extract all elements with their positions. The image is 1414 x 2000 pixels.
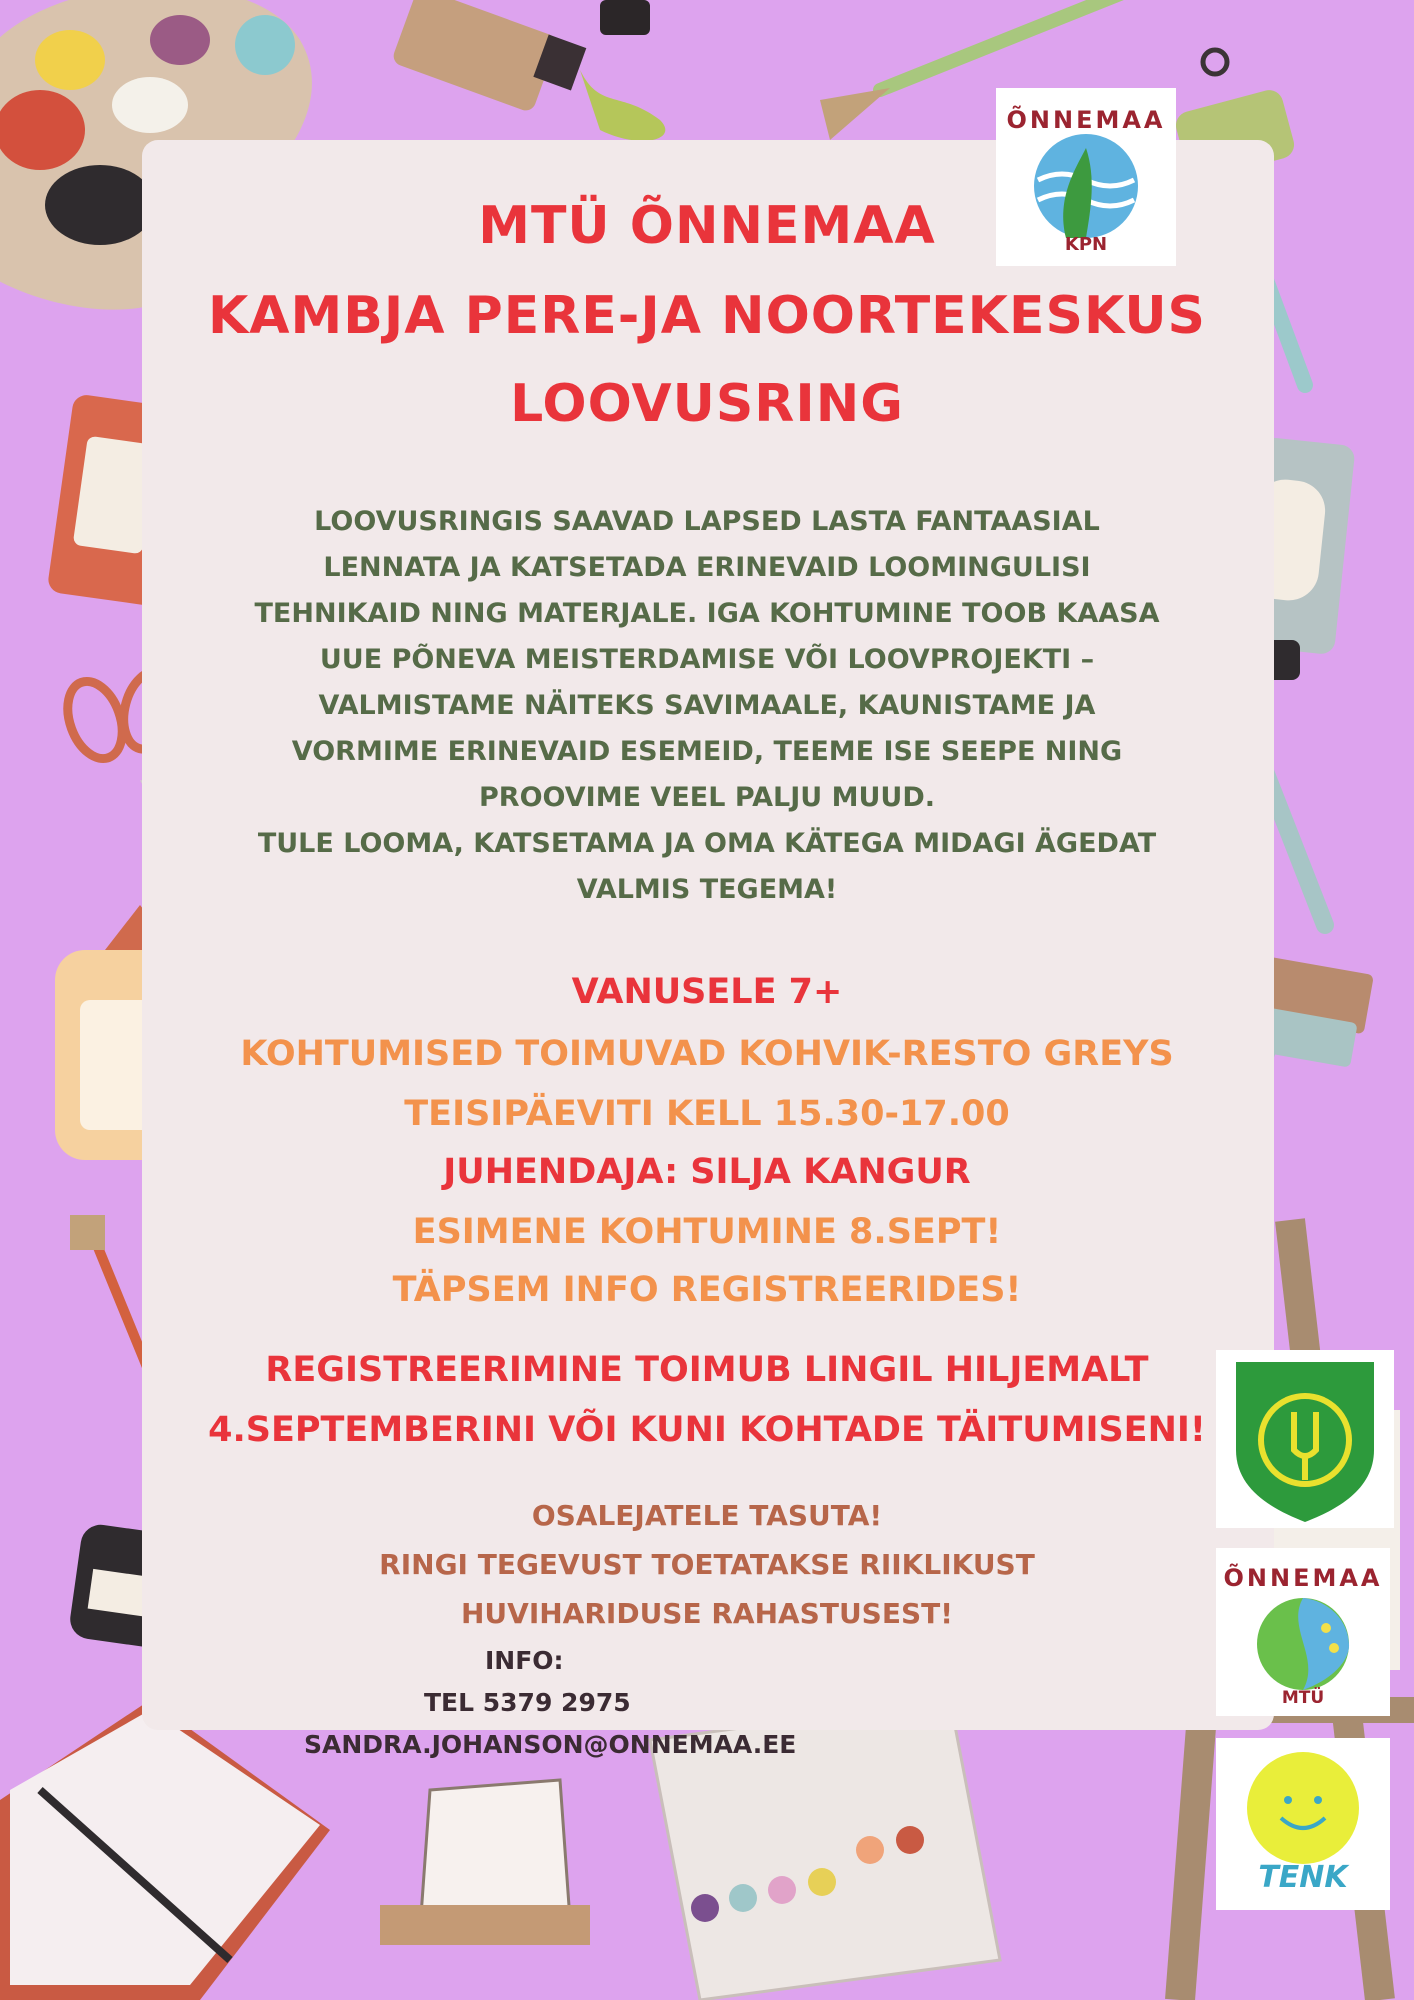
center-title: KAMBJA PERE-JA NOORTEKESKUS	[207, 286, 1207, 346]
kpn-logo-sub: KPN	[1064, 234, 1108, 255]
description-line: PROOVIME VEEL PALJU MUUD.	[479, 782, 935, 813]
registration-info	[0, 1340, 1414, 1460]
onnemaa-kpn-logo	[996, 88, 1176, 266]
description-line: VORMIME ERINEVAID ESEMEID, TEEME ISE SEEPE NING	[291, 736, 1123, 767]
description-line: TULE LOOMA, KATSETAMA JA OMA KÄTEGA MIDAGI ÄGEDAT	[257, 828, 1157, 859]
program-title: LOOVUSRING	[510, 374, 904, 434]
onnemaa-mtu-logo	[1216, 1548, 1390, 1716]
description-line: LOOVUSRINGIS SAAVAD LAPSED LASTA FANTAASIAL	[314, 506, 1100, 537]
kpn-logo-name: ÕNNEMAA	[1006, 106, 1166, 134]
description-line: VALMIS TEGEMA!	[576, 874, 838, 905]
sketchbook-icon	[0, 1700, 330, 2000]
description	[0, 499, 1414, 913]
tenk-logo-text: TENK	[1258, 1860, 1348, 1895]
description-line: LENNATA JA KATSETADA ERINEVAID LOOMINGULISI	[323, 552, 1091, 583]
first-meeting-info: ESIMENE KOHTUMINE 8.SEPT!	[412, 1212, 1002, 1252]
mtu-logo-name: ÕNNEMAA	[1223, 1564, 1383, 1592]
contact-email[interactable]: SANDRA.JOHANSON@ONNEMAA.EE	[304, 1730, 797, 1759]
contact-label: INFO:	[485, 1646, 564, 1675]
age-info: VANUSELE 7+	[571, 972, 843, 1012]
description-line: TEHNIKAID NING MATERJALE. IGA KOHTUMINE TOOB KAASA	[254, 598, 1160, 629]
org-title: MTÜ ÕNNEMAA	[478, 196, 936, 256]
mtu-logo-sub: MTÜ	[1281, 1688, 1325, 1708]
contact-phone: TEL 5379 2975	[424, 1688, 631, 1717]
time-info: TEISIPÄEVITI KELL 15.30-17.00	[404, 1094, 1010, 1134]
more-info: TÄPSEM INFO REGISTREERIDES!	[392, 1270, 1022, 1310]
funding-info	[0, 1491, 1414, 1638]
description-line: VALMISTAME NÄITEKS SAVIMAALE, KAUNISTAME JA	[318, 690, 1096, 721]
funding-line: OSALEJATELE TASUTA!	[531, 1499, 883, 1532]
registration-line: REGISTREERIMINE TOIMUB LINGIL HILJEMALT	[265, 1350, 1149, 1390]
funding-line: RINGI TEGEVUST TOETATAKSE RIIKLIKUST	[379, 1548, 1035, 1581]
tenk-logo	[1216, 1738, 1390, 1910]
coat-of-arms-icon	[1216, 1350, 1394, 1528]
instructor-info: JUHENDAJA: SILJA KANGUR	[443, 1152, 971, 1192]
paint-tube-icon	[391, 0, 665, 141]
kambja-coat-of-arms	[1216, 1350, 1394, 1528]
location-info: KOHTUMISED TOIMUVAD KOHVIK-RESTO GREYS	[240, 1034, 1174, 1074]
description-line: UUE PÕNEVA MEISTERDAMISE VÕI LOOVPROJEKTI –	[319, 644, 1095, 675]
canvas-stand-icon	[380, 1780, 590, 1945]
funding-line: HUVIHARIDUSE RAHASTUSEST!	[460, 1597, 954, 1630]
registration-line: 4.SEPTEMBERINI VÕI KUNI KOHTADE TÄITUMISENI!	[208, 1410, 1206, 1450]
